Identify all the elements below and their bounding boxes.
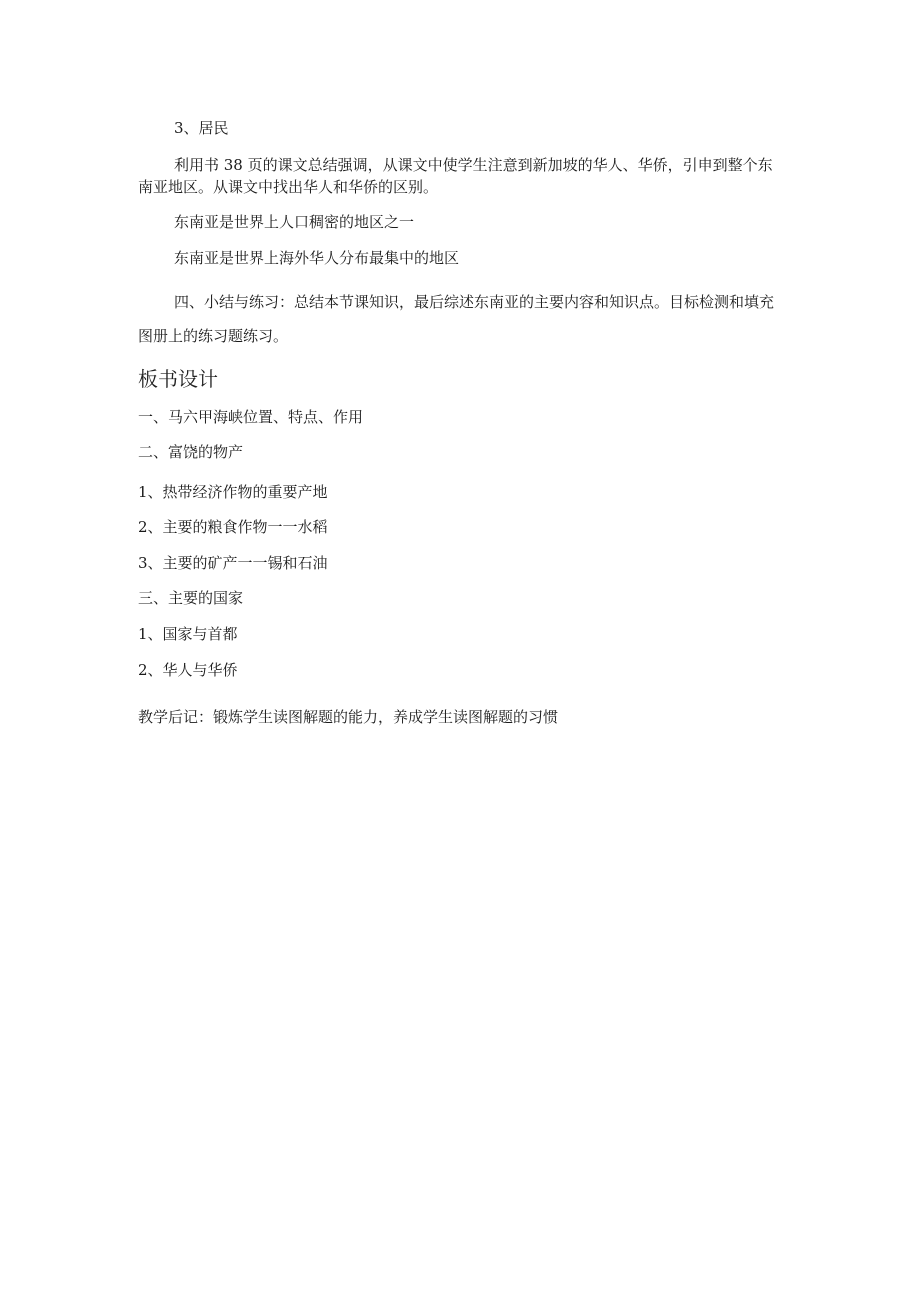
teaching-afterword: 教学后记：锻炼学生读图解题的能力，养成学生读图解题的习惯 xyxy=(138,708,559,726)
section-3-title: 3、居民 xyxy=(174,119,229,137)
board-item-5: 3、主要的矿产一一锡和石油 xyxy=(138,554,328,572)
board-item-7: 1、国家与首都 xyxy=(138,625,238,643)
board-design-heading: 板书设计 xyxy=(138,367,218,391)
overseas-chinese-line: 东南亚是世界上海外华人分布最集中的地区 xyxy=(174,249,460,267)
board-item-1: 一、马六甲海峡位置、特点、作用 xyxy=(138,408,364,426)
board-item-6: 三、主要的国家 xyxy=(138,589,244,607)
board-item-8: 2、华人与华侨 xyxy=(138,661,238,679)
summary-practice-paragraph: 四、小结与练习：总结本节课知识，最后综述东南亚的主要内容和知识点。目标检测和填充图册上的练习题练习。 xyxy=(138,293,775,345)
population-density-line: 东南亚是世界上人口稠密的地区之一 xyxy=(174,213,415,231)
board-item-4: 2、主要的粮食作物一一水稻 xyxy=(138,518,328,536)
section-3-paragraph: 利用书 38 页的课文总结强调，从课文中使学生注意到新加坡的华人、华侨，引申到整个东南亚地区。从课文中找出华人和华侨的区别。 xyxy=(138,156,773,196)
board-item-3: 1、热带经济作物的重要产地 xyxy=(138,483,328,501)
board-item-2: 二、富饶的物产 xyxy=(138,443,244,461)
